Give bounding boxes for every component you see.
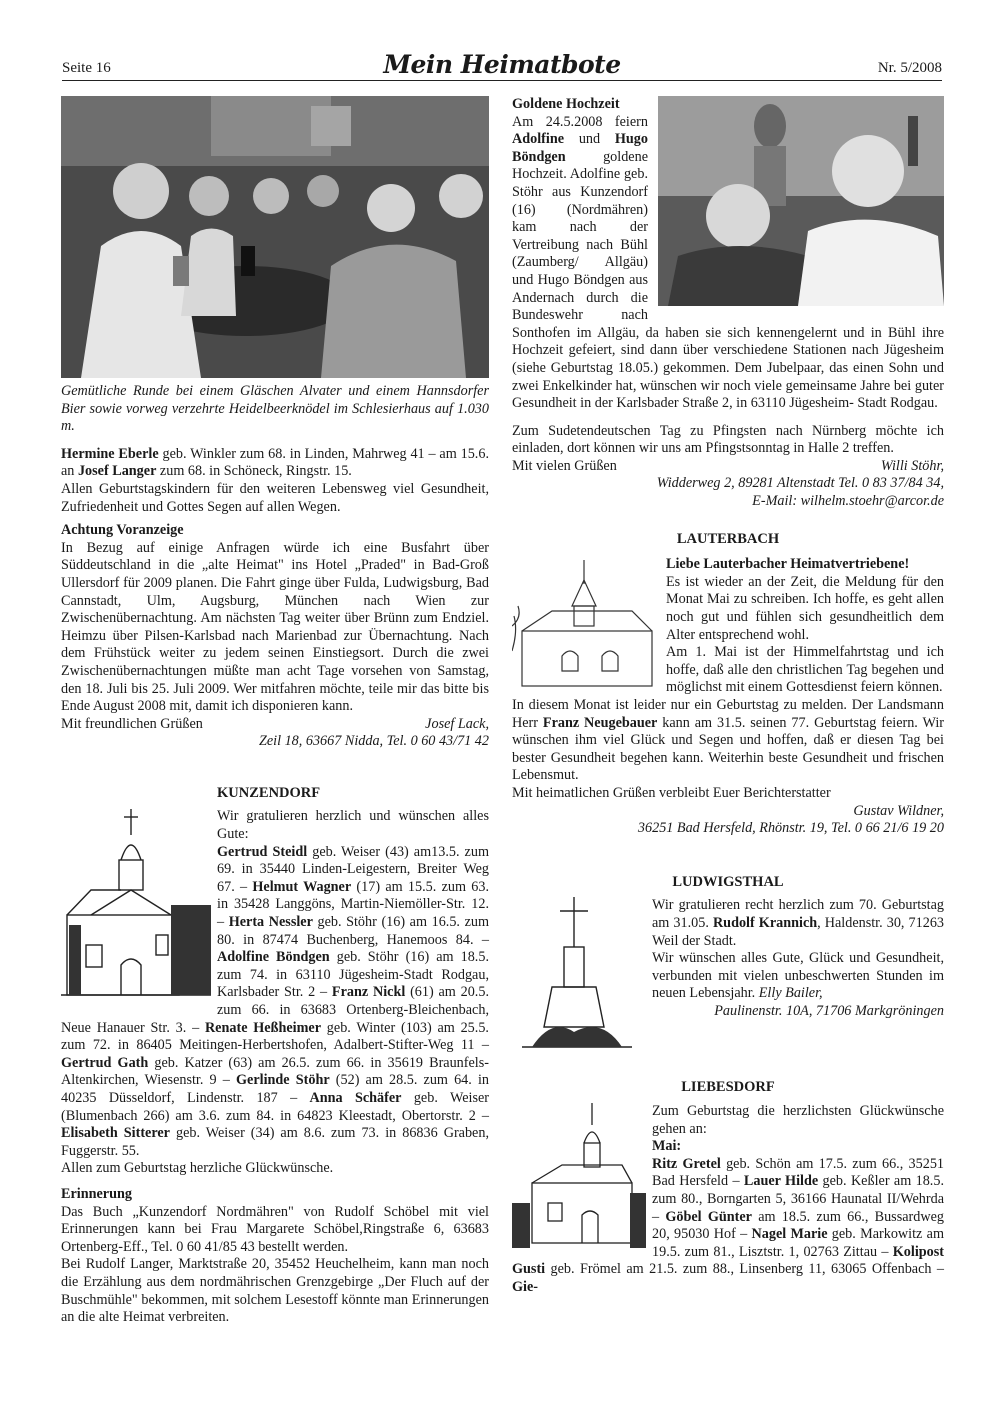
address: Zeil 18, 63667 Nidda, Tel. 0 60 43/71 42 bbox=[258, 733, 489, 750]
chapel2-sketch bbox=[512, 1103, 646, 1253]
chapel2-sketch-image bbox=[512, 1103, 646, 1253]
section-title: LUDWIGSTHAL bbox=[672, 873, 784, 890]
church-sketch-image bbox=[61, 805, 211, 1005]
section-title: Achtung Voranzeige bbox=[61, 522, 184, 539]
signature: Mit vielen Grüßen Willi Stöhr, bbox=[512, 457, 944, 474]
memory-p2: Bei Rudolf Langer, Marktstraße 20, 35452 Heuchelheim, kann man noch die Erzählung aus dem nordmährischen Grenzgebirge „Der Fluch auf der Buschmühle" bekommen, mit solchem Lesestoff könnte man Erinnerungen an die alte Heimat verbreiten. bbox=[61, 1256, 489, 1326]
photo-caption: Gemütliche Runde bei einem Gläschen Alvater und einem Hannsdorfer Bier sowie vorweg verzehrte Heidelbeerknödel im Schlesierhaus auf 1.030 m. bbox=[61, 383, 489, 435]
issue-number: Nr. 5/2008 bbox=[877, 60, 942, 76]
page-header bbox=[62, 50, 942, 82]
golden-invite: Zum Sudetendeutschen Tag zu Pfingsten nach Nürnberg möchte ich einladen, dort können wir uns am Pfingstsonntag in Halle 2 treffen. bbox=[512, 422, 944, 457]
name: Josef Langer bbox=[77, 463, 157, 480]
address: Paulinenstr. 10A, 71706 Markgröningen bbox=[714, 1002, 944, 1019]
cross-sketch bbox=[512, 897, 646, 1057]
church-sketch bbox=[61, 805, 211, 1005]
section-title: LAUTERBACH bbox=[676, 530, 780, 547]
group-photo bbox=[61, 96, 489, 378]
lauterbach-p3: In diesem Monat ist leider nur ein Geburtstag zu melden. Der Landsmann Herr Franz Neugebauer kann am 31.5. seinen 77. Geburtstag feiern. Wir wünschen ihm viel Glück und Segen und hoffen, daß er diesen Tag bei bester Gesundheit begehen kann. Weiterhin beste Gesundheit und frischen Lebensmut. bbox=[512, 697, 944, 784]
address: 36251 Bad Hersfeld, Rhönstr. 19, Tel. 0 66 21/6 19 20 bbox=[637, 820, 944, 837]
email: E-Mail: wilhelm.stoehr@arcor.de bbox=[752, 493, 944, 510]
section-title: Goldene Hochzeit bbox=[512, 96, 620, 112]
left-column bbox=[61, 96, 489, 1327]
lauterbach-p1: Es ist wieder an der Zeit, die Meldung für den Monat Mai zu schreiben. Ich hoffe, es geht allen noch gut und fühlen sich gesundheitlich dem Alter entsprechend wohl. bbox=[666, 573, 944, 643]
group-photo-image bbox=[61, 96, 489, 378]
right-column bbox=[512, 96, 944, 1296]
section-title: LIEBESDORF bbox=[681, 1079, 775, 1096]
header-rule bbox=[62, 80, 942, 81]
page-number: Seite 16 bbox=[62, 60, 111, 76]
chapel-sketch bbox=[512, 556, 658, 690]
ludwigsthal-p1: Wir gratulieren recht herzlich zum 70. Geburtstag am 31.05. Rudolf Krannich, Haldenstr. 30, 71263 Weil der Stadt. bbox=[652, 897, 945, 949]
masthead-logo: Mein Heimatbote bbox=[383, 50, 621, 79]
notice-body: In Bezug auf einige Anfragen würde ich eine Busfahrt über Süddeutschland in die „alte Heimat" ins Hotel „Praded" in Bad-Groß Ullersdorf für 2009 planen. Die Fahrt ginge über Fulda, Ludwigsburg, Bad Cannstadt, Ulm, Augsburg, München nach Wien zur Zwischenübernachtung. Am nächsten Tag weiter über Brünn zum Endziel. Heimzu über Pilsen-Karlsbad nach Marienbad zur Übernachtung. Nach dem Frühstück weiter zu jedem seinen Einstiegsort. Durch die zwei Zwischenübernachtungen müßte man acht Tage vorsehen von Samstag, den 18. Juli bis 25. Juli 2009. Wer mitfahren möchte, teile mir das bitte bis Ende August 2008 mit, damit ich disponieren kann. bbox=[61, 539, 489, 715]
lauterbach-p2: Am 1. Mai ist der Himmelfahrtstag und ich hoffe, daß alle den christlichen Tag begehen und möglichst mit einem Gottesdienst feiern können. bbox=[666, 644, 944, 696]
signature-name: Gustav Wildner, bbox=[853, 802, 944, 819]
chapel-sketch-image bbox=[512, 556, 658, 690]
liebesdorf-intro: Zum Geburtstag die herzlichsten Glückwünsche gehen an: bbox=[652, 1102, 944, 1137]
section-title: Erinnerung bbox=[61, 1185, 132, 1202]
lauterbach-p4: Mit heimatlichen Grüßen verbleibt Euer Berichterstatter bbox=[512, 784, 831, 801]
liebesdorf-birthdays: Ritz Gretel geb. Schön am 17.5. zum 66., 35251 Bad Hersfeld – Lauer Hilde geb. Keßler am 18.5. zum 80., Borngarten 5, 36166 Haunatal II/Wehrda – Göbel Günter am 18.5. zum 66., Bussardweg 20, 95030 Hof – Nagel Marie geb. Markowitz am 19.5. zum 81., Lisztstr. 1, 02763 Zittau – Kolipost Gusti geb. Frömel am 21.5. zum 88., Linsenberg 11, 63065 Offenbach – Gie- bbox=[512, 1155, 945, 1295]
cross-sketch-image bbox=[512, 897, 646, 1057]
couple-photo bbox=[658, 96, 944, 306]
ludwigsthal-p2: Wir wünschen alles Gute, Glück und Gesundheit, verbunden mit vielen unbeschwerten Stunden im neuen Lebensjahr. Elly Bailer, bbox=[652, 950, 944, 1002]
memory-p1: Das Buch „Kunzendorf Nordmähren" von Rudolf Schöbel mit viel Erinnerungen kann bei Frau Margarete Schöbel,Ringstraße 6, 63683 Ortenberg-Eff., Tel. 0 60 41/85 43 bestellt werden. bbox=[61, 1203, 489, 1255]
birthday-wish: Allen Geburtstagskindern für den weiteren Lebensweg viel Gesundheit, Zufriedenheit und Gottes Segen auf allen Wegen. bbox=[61, 480, 489, 515]
kunzendorf-wish: Allen zum Geburtstag herzliche Glückwünsche. bbox=[61, 1160, 334, 1177]
name: Hermine Eberle bbox=[61, 445, 159, 462]
kunzendorf-birthdays: Gertrud Steidl geb. Weiser (43) am13.5. zum 69. in 35440 Linden-Leigestern, Breiter Weg 67. – Helmut Wagner (17) am 15.5. zum 63. in 35428 Langgöns, Martin-Niemöller-Str. 12. – Herta Nessler geb. Stöhr (16) am 16.5. zum 80. in 87474 Buchenberg, Hanemoos 84. – Adolfine Böndgen geb. Stöhr (16) am 18.5. zum 74. in 63110 Jügesheim-Stadt Rodgau, Karlsbader Str. 2 – Franz Nickl (61) am 20.5. zum 66. in 63683 Ortenberg-Bleichenbach, Neue Hanauer Str. 3. – Renate Heßheimer geb. Winter (103) am 25.5. zum 72. in 86405 Meitingen-Herbertshofen, Adalbert-Stifter-Weg 11 – Gertrud Gath geb. Katzer (63) am 26.5. zum 66. in 35619 Braunfels-Altenkirchen, Wiesenstr. 9 – Gerlinde Stöhr (52) am 28.5. zum 64. in 40235 Düsseldorf, Lindenstr. 187 – Anna Schäfer geb. Weiser (Blumenbach 266) am 3.6. zum 84. in 64823 Kleestadt, Obertorstr. 2 – Elisabeth Sitterer geb. Weiser (34) am 8.6. zum 73. in 86836 Graben, Fuggerstr. 55. bbox=[61, 843, 490, 1159]
month-label: Mai: bbox=[652, 1138, 682, 1155]
golden-body: Am 24.5.2008 feiern Adolfine und Hugo Böndgen goldene Hochzeit. Adolfine geb. Stöhr aus Kunzendorf (16) (Nordmähren) kam nach der Vertreibung nach Bühl (Zaumberg/ Allgäu) und Hugo Böndgen aus Andernach durch die Bundeswehr nach Sonthofen im Allgäu, da haben sie sich kennengelernt und in Bühl ihre Hochzeit gefeiert, sind dann über verschiedene Stationen nach Jügesheim (siehe Geburtstag 18.05.) gekommen. Dem Jubelpaar, das einen Sohn und zwei Enkelkinder hat, wünschen wir noch viele gemeinsame Jahre bei guter Gesundheit in der Karlsbader Straße 2, in 63110 Jügesheim- Stadt Rodgau. bbox=[512, 113, 944, 412]
birthday-paragraph: Hermine Eberle geb. Winkler zum 68. in Linden, Mahrweg 41 – am 15.6. an Josef Langer zum 68. in Schöneck, Ringstr. 15. bbox=[61, 445, 489, 480]
address: Widderweg 2, 89281 Altenstadt Tel. 0 83 37/84 34, bbox=[656, 475, 944, 492]
section-title: KUNZENDORF bbox=[217, 784, 321, 801]
couple-photo-image bbox=[658, 96, 944, 306]
kunzendorf-intro: Wir gratulieren herzlich und wünschen alles Gute: bbox=[217, 808, 489, 843]
signature: Mit freundlichen Grüßen Josef Lack, bbox=[61, 715, 489, 732]
greeting-title: Liebe Lauterbacher Heimatvertriebene! bbox=[666, 556, 910, 573]
